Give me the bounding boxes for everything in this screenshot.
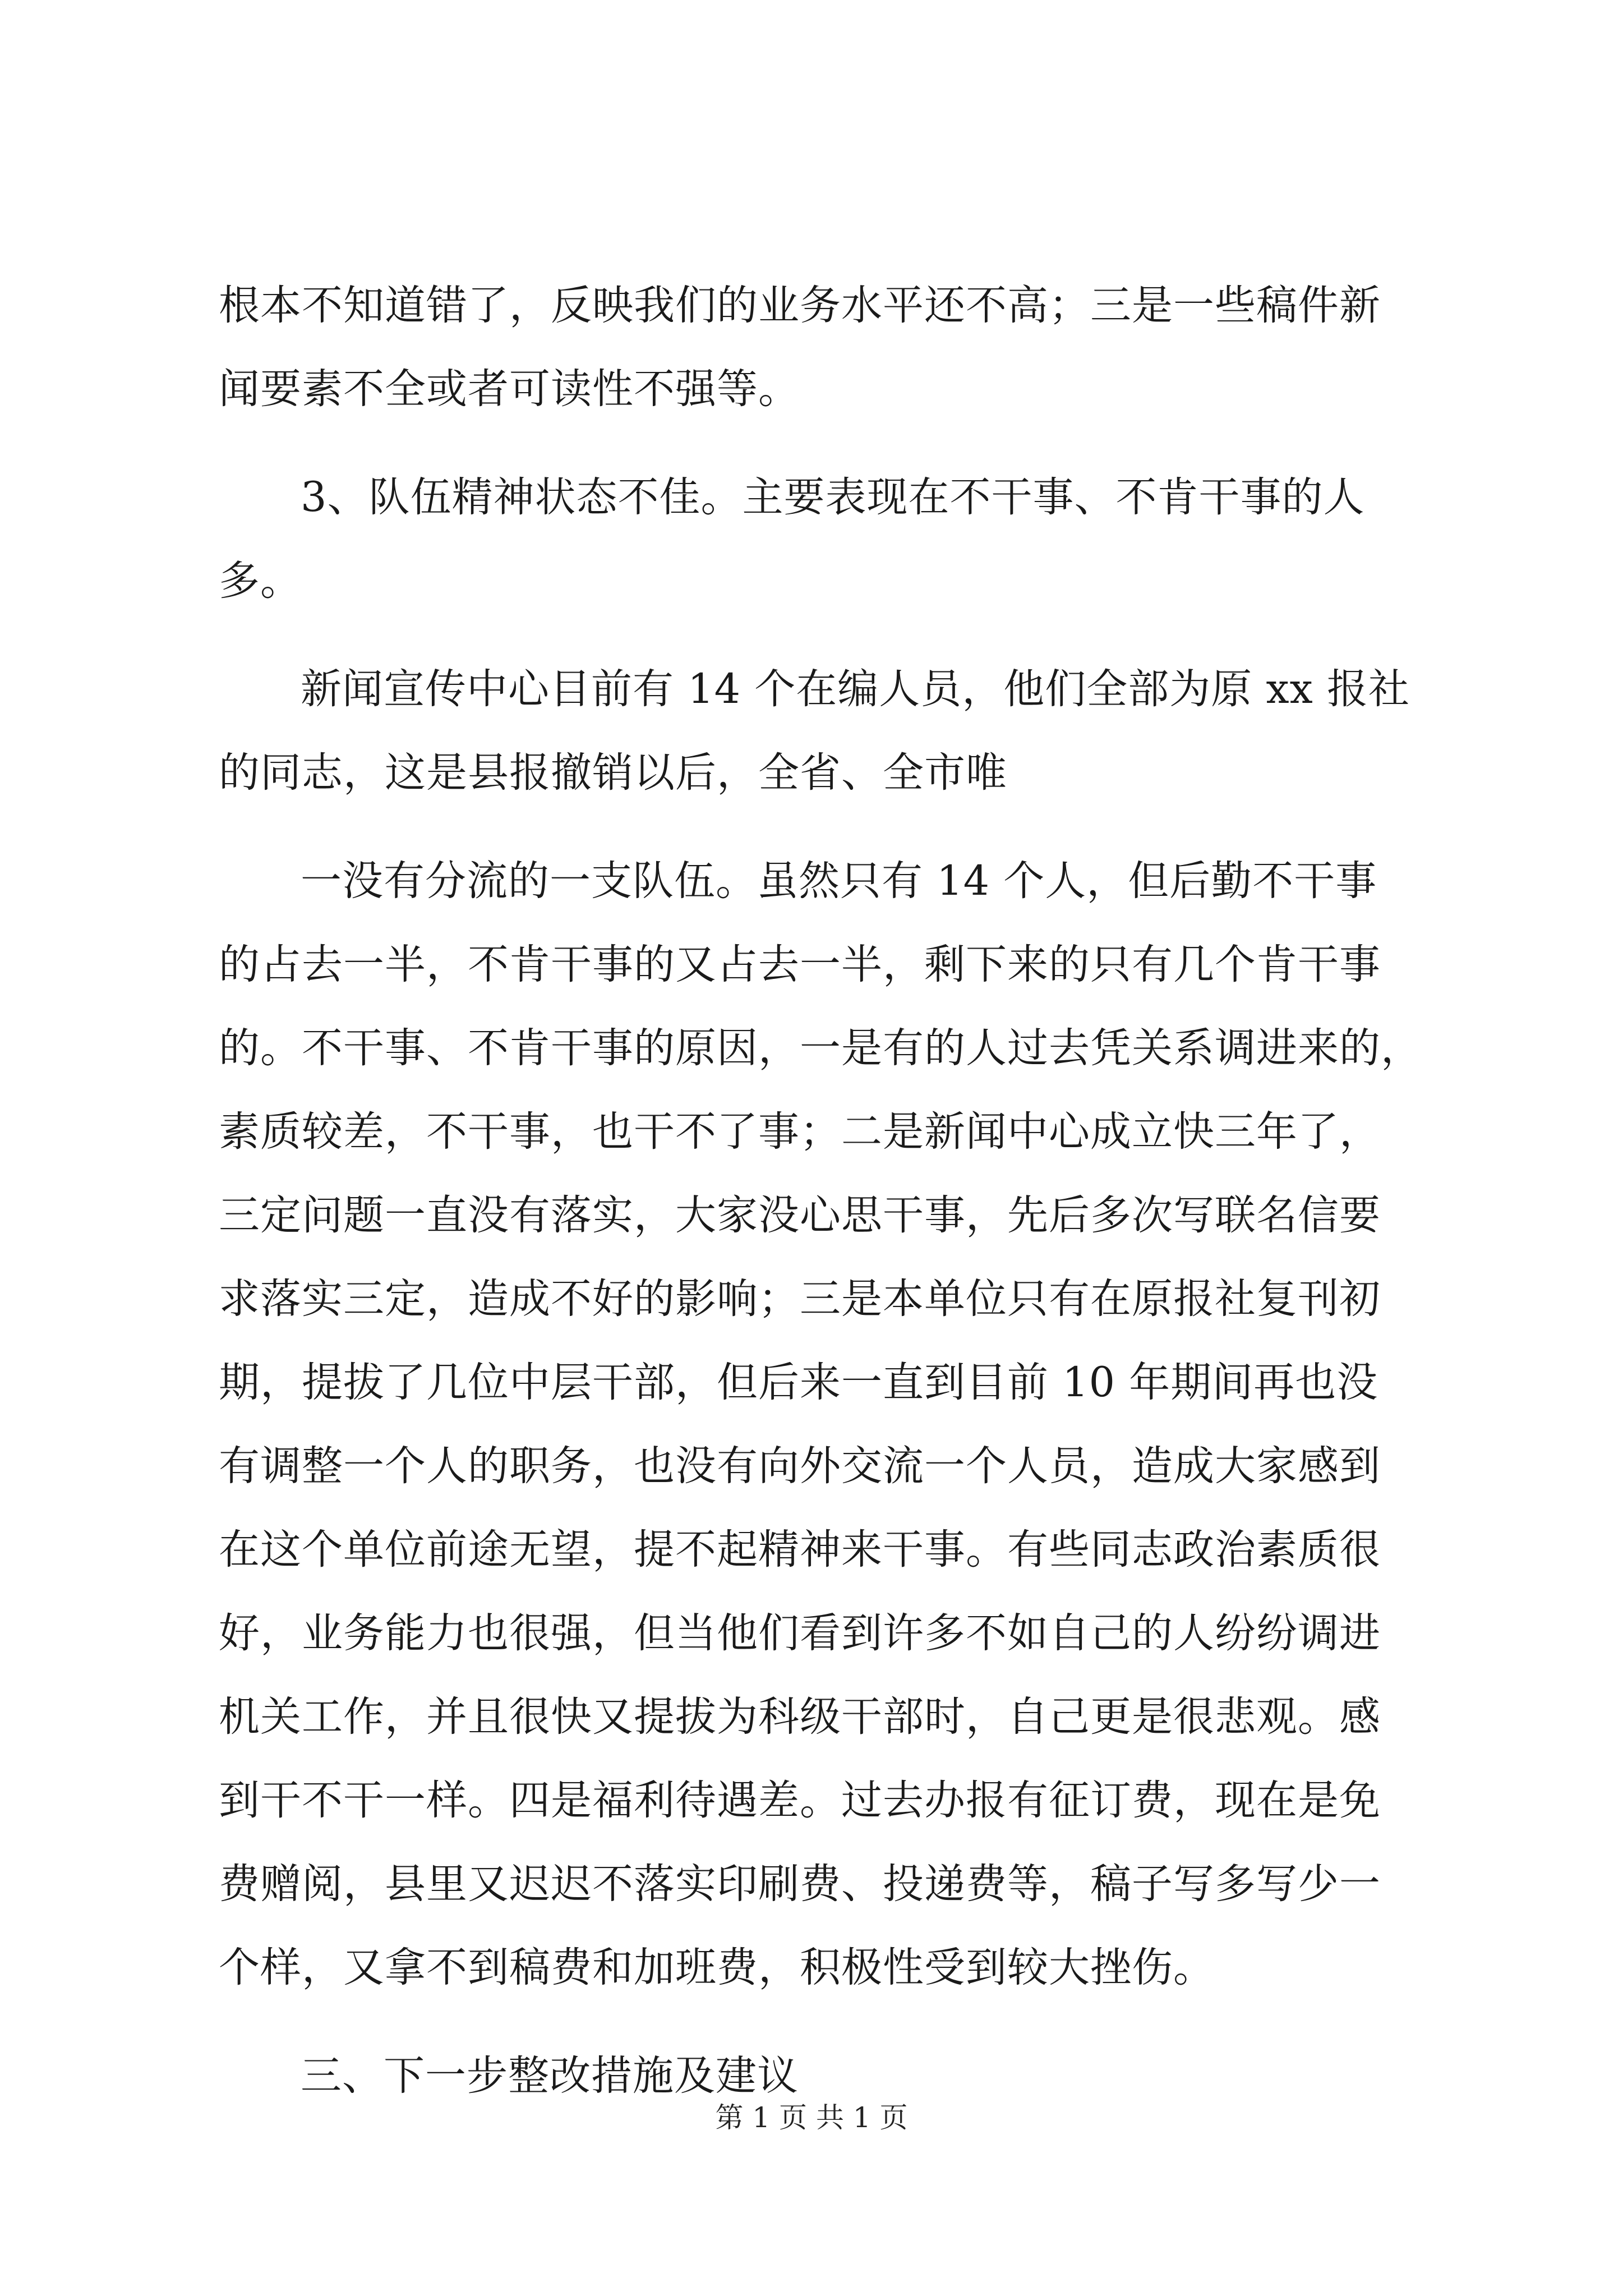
paragraph-line: 求落实三定，造成不好的影响；三是本单位只有在原报社复刊初 — [219, 1275, 1381, 1323]
paragraph-line: 3、队伍精神状态不佳。主要表现在不干事、不肯干事的人 — [301, 473, 1365, 521]
paragraph-line: 闻要素不全或者可读性不强等。 — [219, 365, 800, 413]
paragraph-line: 到干不干一样。四是福利待遇差。过去办报有征订费，现在是免 — [219, 1777, 1381, 1824]
paragraph-line: 的同志，这是县报撤销以后，全省、全市唯 — [219, 749, 1007, 797]
paragraph-line: 好，业务能力也很强，但当他们看到许多不如自己的人纷纷调进 — [219, 1609, 1381, 1657]
paragraph-line: 有调整一个人的职务，也没有向外交流一个人员，造成大家感到 — [219, 1442, 1381, 1490]
paragraph-line: 三定问题一直没有落实，大家没心思干事，先后多次写联名信要 — [219, 1191, 1381, 1239]
page-footer: 第 1 页 共 1 页 — [715, 2101, 908, 2134]
paragraph-line: 多。 — [219, 557, 302, 605]
paragraph-line: 机关工作，并且很快又提拔为科级干部时，自己更是很悲观。感 — [219, 1693, 1381, 1741]
section-heading-text: 三、下一步整改措施及建议 — [301, 2052, 799, 2100]
document-body — [219, 264, 1424, 2118]
paragraph-line: 个样，又拿不到稿费和加班费，积极性受到较大挫伤。 — [219, 1944, 1215, 1991]
paragraph-line: 期，提拔了几位中层干部，但后来一直到目前 10 年期间再也没 — [219, 1359, 1378, 1406]
paragraph-4 — [219, 839, 1424, 2009]
paragraph-line: 根本不知道错了，反映我们的业务水平还不高；三是一些稿件新 — [219, 282, 1381, 329]
paragraph-line: 素质较差，不干事，也干不了事；二是新闻中心成立快三年了， — [219, 1108, 1381, 1156]
paragraph-line: 一没有分流的一支队伍。虽然只有 14 个人，但后勤不干事 — [301, 857, 1377, 905]
paragraph-line: 新闻宣传中心目前有 14 个在编人员，他们全部为原 xx 报社 — [301, 665, 1410, 713]
paragraph-line: 的。不干事、不肯干事的原因，一是有的人过去凭关系调进来的， — [219, 1024, 1422, 1072]
paragraph-2 — [219, 455, 1424, 623]
paragraph-1 — [219, 264, 1424, 431]
paragraph-line: 在这个单位前途无望，提不起精神来干事。有些同志政治素质很 — [219, 1526, 1381, 1573]
paragraph-line: 的占去一半，不肯干事的又占去一半，剩下来的只有几个肯干事 — [219, 941, 1381, 988]
paragraph-3 — [219, 647, 1424, 815]
paragraph-line: 费赠阅，县里又迟迟不落实印刷费、投递费等，稿子写多写少一 — [219, 1860, 1381, 1908]
